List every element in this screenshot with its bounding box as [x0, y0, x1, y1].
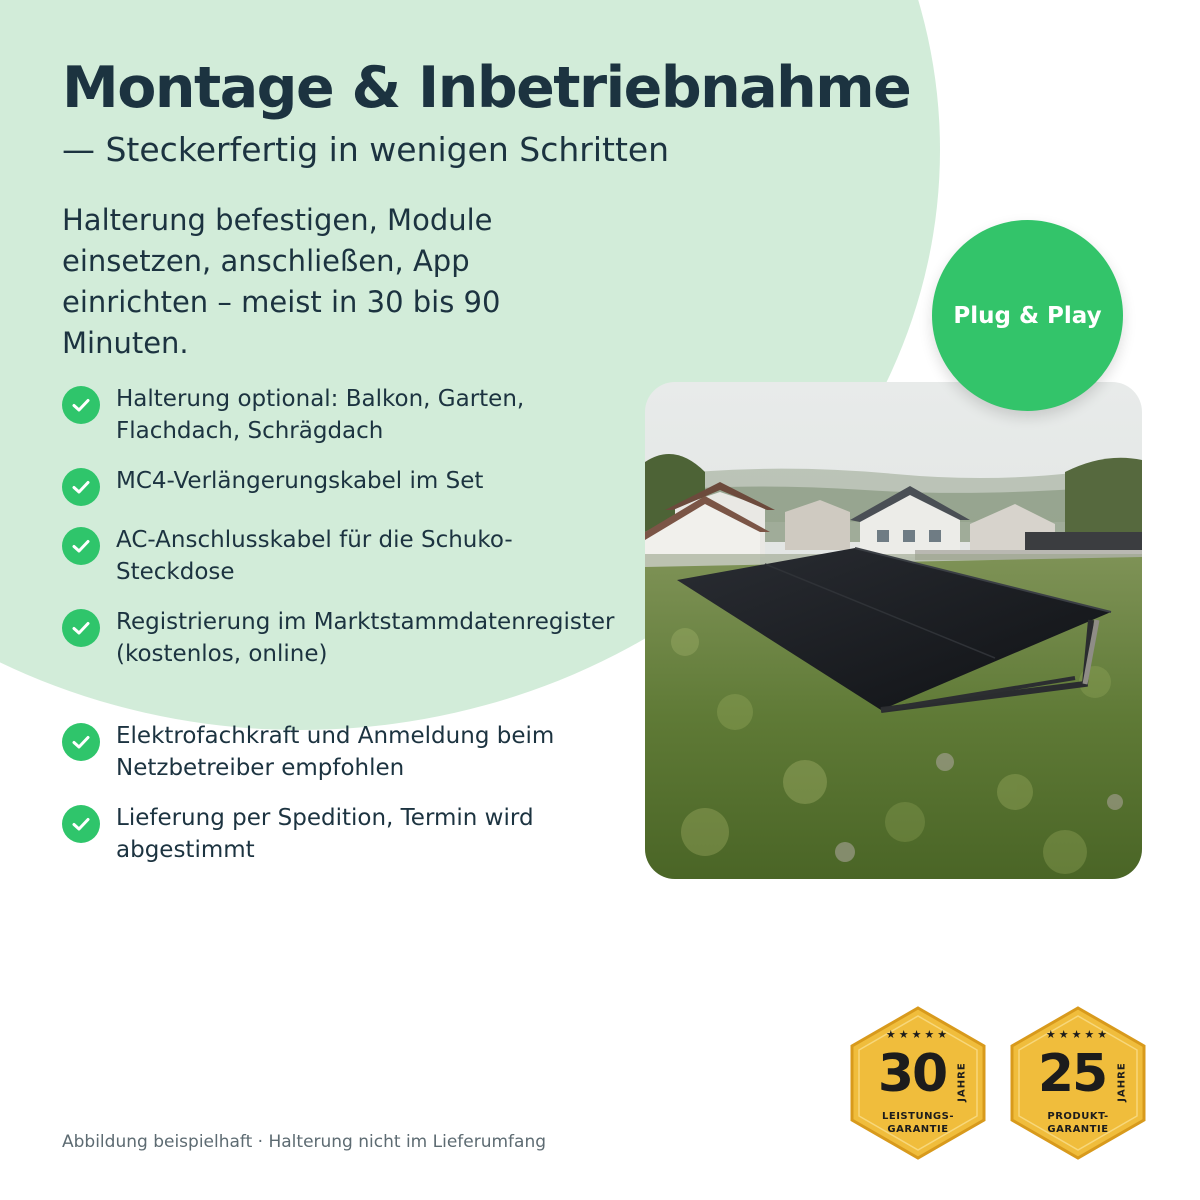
product-photo — [645, 382, 1142, 879]
checkmark-icon — [62, 723, 100, 761]
warranty-seal-30 — [850, 1006, 986, 1160]
plug-and-play-badge — [932, 220, 1123, 411]
list-item — [62, 525, 622, 588]
feature-text: Elektrofachkraft und Anmeldung beim Netzbetreiber empfohlen — [116, 723, 555, 781]
seal-number: 30 — [877, 1044, 947, 1104]
list-item — [62, 803, 622, 866]
seal-line-1: PRODUKT- — [1047, 1111, 1109, 1122]
checkmark-icon — [62, 386, 100, 424]
seal-line-2: GARANTIE — [1047, 1124, 1109, 1135]
badge-label: Plug & Play — [953, 302, 1102, 329]
feature-text: Halterung optional: Balkon, Garten, Flachdach, Schrägdach — [116, 386, 525, 444]
warranty-seal-25 — [1010, 1006, 1146, 1160]
solar-panel-photo-illustration — [645, 382, 1142, 879]
list-item — [62, 384, 622, 447]
checkmark-icon — [62, 468, 100, 506]
seal-line-2: GARANTIE — [887, 1124, 949, 1135]
list-item — [62, 607, 622, 670]
list-item — [62, 721, 622, 784]
feature-text: AC-Anschlusskabel für die Schuko-Steckdose — [116, 527, 513, 585]
checkmark-icon — [62, 527, 100, 565]
feature-text: Registrierung im Marktstammdatenregister (kostenlos, online) — [116, 609, 615, 667]
page-title: Montage & Inbetriebnahme — [62, 55, 911, 121]
list-item — [62, 466, 622, 506]
seal-number: 25 — [1037, 1044, 1107, 1104]
stars-icon: ★★★★★ — [885, 1028, 951, 1041]
seal-unit: JAHRE — [956, 1062, 968, 1102]
checkmark-icon — [62, 609, 100, 647]
footnote: Abbildung beispielhaft · Halterung nicht im Lieferumfang — [62, 1132, 547, 1152]
feature-text: Lieferung per Spedition, Termin wird abgestimmt — [116, 805, 534, 863]
page-subtitle: — Steckerfertig in wenigen Schritten — [62, 130, 670, 169]
checkmark-icon — [62, 805, 100, 843]
intro-text: Halterung befestigen, Module einsetzen, anschließen, App einrichten – meist in 30 bis 90 Minuten. — [62, 203, 501, 360]
feature-text: MC4-Verlängerungskabel im Set — [116, 468, 484, 494]
seal-unit: JAHRE — [1116, 1062, 1128, 1102]
stars-icon: ★★★★★ — [1045, 1028, 1111, 1041]
seal-line-1: LEISTUNGS- — [882, 1111, 954, 1122]
